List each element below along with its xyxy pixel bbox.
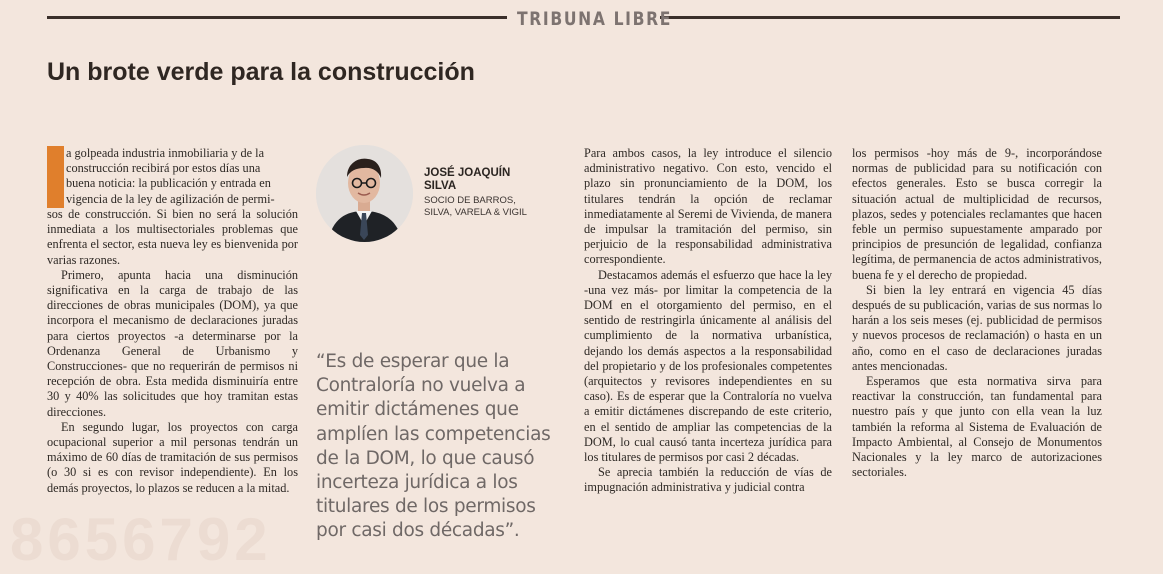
intro-line: a golpeada industria inmobiliaria y de la <box>66 146 265 160</box>
pull-quote: “Es de esperar que la Contraloría no vuelva a emitir dictámenes que amplíen las competencias de la DOM, lo que causó incerteza jurídica a los titulares de los permisos por casi dos décadas”. <box>316 351 551 542</box>
column-4 <box>852 146 1102 480</box>
paragraph: Destacamos además el esfuerzo que hace la ley -una vez más- por limitar la competencia de la DOM en el otorgamiento del permiso, en el sentido de restringirla únicamente al análisis del cumplimiento de la normativa urbanística, dejando los demás aspectos a la responsabilidad del propietario y de los profesionales competentes (arquitectos y revisores independientes en su caso). Es de esperar que la Contraloría no vuelva a emitir dictámenes discrepando de este criterio, en el sentido de ampliar las competencias de la DOM, lo cual causó tanta incerteza jurídica para los titulares de permisos por casi 2 décadas. <box>584 267 832 465</box>
paragraph: los permisos -hoy más de 9-, incorporándose normas de publicidad para su notificación con efectos generales. Esto se busca corregir la situación actual de multiplicidad de recursos, plazos, sedes y potenciales reclamantes que hacen feble un permiso supuestamente amparado por principios de presunción de legalidad, confianza legítima, de permanencia de actos administrativos, buena fe y el derecho de propiedad. <box>852 146 1102 282</box>
author-name-line: SILVA <box>424 180 457 192</box>
author-role <box>424 195 527 219</box>
intro-line: construcción recibirá por estos días una <box>66 161 261 176</box>
column-3 <box>584 146 832 496</box>
author-name-line: JOSÉ JOAQUÍN <box>424 167 511 179</box>
section-rule-right <box>660 16 1120 19</box>
paragraph: En segundo lugar, los proyectos con carga ocupacional superior a mil personas tendrán un máximo de 60 días de tramitación de sus permisos (o 30 si es con revisor independiente). En los demás proyectos, lo plazos se reducen a la mitad. <box>47 419 298 495</box>
paragraph: Para ambos casos, la ley introduce el silencio administrativo negativo. Con esto, vencido el plazo sin pronunciamiento de la DOM, los titulares tendrán la opción de reclamar inmediatamente al Seremi de Vivienda, de manera de impulsar la tramitación del permiso, sin perjuicio de la responsabilidad administrativa correspondiente. <box>584 146 832 267</box>
author-role-line: SOCIO DE BARROS, <box>424 195 516 206</box>
paragraph: Primero, apunta hacia una disminución significativa en la carga de trabajo de las direcciones de obras municipales (DOM), ya que incorpora el mecanismo de declaraciones juradas para ciertos proyectos -a determinarse por la Ordenanza General de Urbanismo y Construcciones- que no requerirán de permisos ni recepción de obra. Esta medida disminuiría entre 30 y 40% las solicitudes que hoy tramitan estas direcciones. <box>47 267 298 419</box>
column-1 <box>47 207 298 496</box>
author-role-line: SILVA, VARELA & VIGIL <box>424 207 527 218</box>
dropcap-accent <box>47 146 64 208</box>
paragraph: Se aprecia también la reducción de vías de impugnación administrativa y judicial contra <box>584 465 832 495</box>
intro-line: buena noticia: la publicación y entrada en <box>66 176 271 191</box>
author-portrait-icon <box>316 145 413 242</box>
headline: Un brote verde para la construcción <box>47 58 475 86</box>
author-name <box>424 167 510 193</box>
intro-lines <box>66 146 298 207</box>
section-label: TRIBUNA LIBRE <box>517 8 673 30</box>
section-rule-left <box>47 16 507 19</box>
paragraph: sos de construcción. Si bien no será la solución inmediata a los multisectoriales problemas que enfrenta el sector, esta nueva ley es bienvenida por varias razones. <box>47 207 298 267</box>
intro-line: vigencia de la ley de agilización de permi- <box>66 191 275 206</box>
paragraph: Esperamos que esta normativa sirva para reactivar la construcción, tan fundamental para nuestro país y que junto con ella vean la luz también la reforma al Sistema de Evaluación de Impacto Ambiental, al Consejo de Monumentos Nacionales y la ley marco de autorizaciones sectoriales. <box>852 374 1102 480</box>
background-watermark: 8656792 <box>10 506 272 573</box>
author-photo <box>316 145 413 242</box>
paragraph: Si bien la ley entrará en vigencia 45 días después de su publicación, varias de sus normas lo harán a los seis meses (ej. publicidad de permisos y nuevos procesos de reclamación) o hasta en un año, como en el caso de declaraciones juradas antes mencionadas. <box>852 282 1102 373</box>
